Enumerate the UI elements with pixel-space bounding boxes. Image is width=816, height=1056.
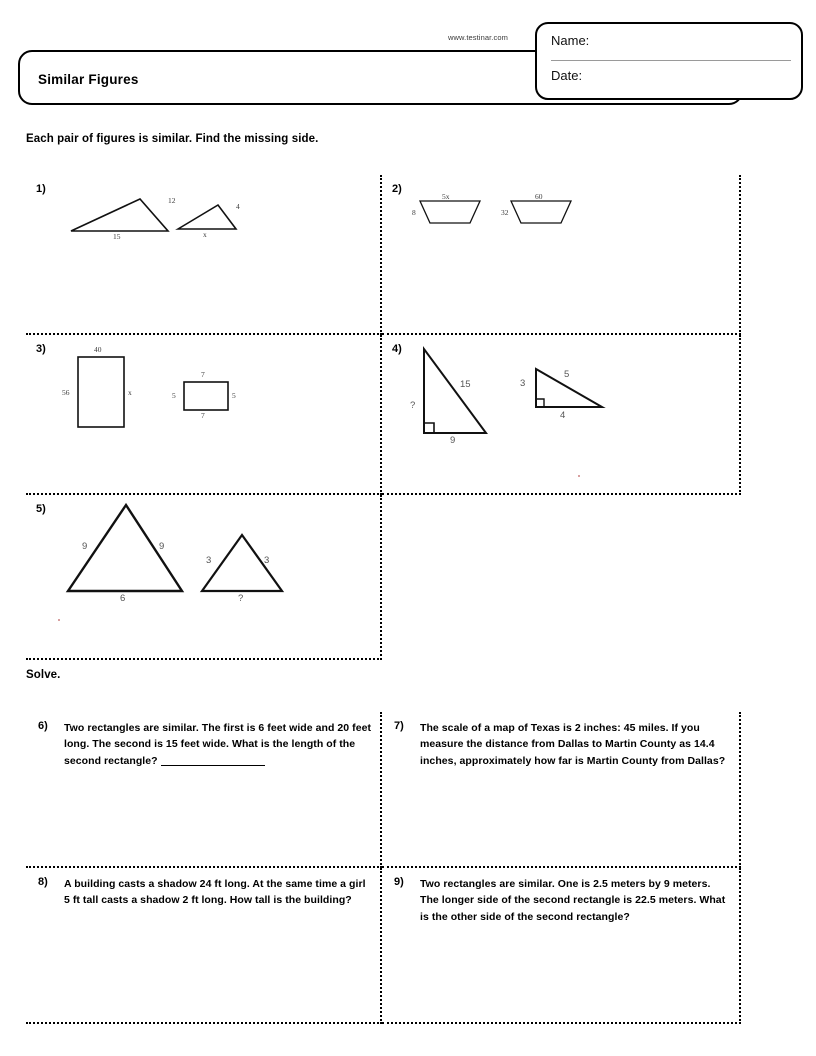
problem-cell-4 bbox=[382, 335, 741, 495]
problem-number-5: 5) bbox=[36, 503, 46, 515]
problem-cell-3 bbox=[26, 335, 382, 495]
problem-number-8: 8) bbox=[38, 876, 48, 888]
problem-cell-6 bbox=[26, 712, 382, 868]
problem-number-9: 9) bbox=[394, 876, 404, 888]
problem-cell-9 bbox=[382, 868, 741, 1024]
figure-3-right-rectangle bbox=[172, 370, 240, 420]
word-problems-grid bbox=[26, 712, 741, 1024]
problem-number-4: 4) bbox=[392, 343, 402, 355]
figure-3-right-left-label: 5 bbox=[172, 391, 176, 400]
figure-5-right-triangle bbox=[198, 531, 298, 604]
figure-5-right-leftside-label: 3 bbox=[206, 555, 212, 566]
figure-3-left-top-label: 40 bbox=[94, 345, 102, 354]
figure-5-left-rightside-label: 9 bbox=[159, 541, 165, 552]
figure-3-right-right-label: 5 bbox=[232, 391, 236, 400]
figure-2-left-top-label: 5x bbox=[442, 192, 450, 201]
figure-2-right-top-label: 60 bbox=[535, 192, 543, 201]
problem-text-7: The scale of a map of Texas is 2 inches: 45 miles. If you measure the distance from Dallas to Martin County as 14.4 inches, approximately how far is Martin County from Dallas? bbox=[420, 722, 726, 767]
problem-number-7: 7) bbox=[394, 720, 404, 732]
problem-number-6: 6) bbox=[38, 720, 48, 732]
page-title: Similar Figures bbox=[38, 72, 139, 87]
figure-4-left-vertical-label: ? bbox=[410, 400, 416, 411]
answer-blank-6[interactable] bbox=[161, 765, 265, 766]
figure-5-left-leftside-label: 9 bbox=[82, 541, 88, 552]
figure-1-left-side-label: 12 bbox=[168, 196, 176, 205]
figure-4-left-right-triangle bbox=[410, 345, 528, 446]
problem-number-3: 3) bbox=[36, 343, 46, 355]
name-label: Name: bbox=[551, 33, 590, 48]
name-date-box bbox=[535, 22, 803, 100]
figure-5-left-triangle bbox=[64, 501, 194, 604]
figure-4-right-vertical-label: 3 bbox=[520, 378, 526, 389]
stray-mark bbox=[578, 475, 580, 477]
stray-mark bbox=[58, 619, 60, 621]
figure-2-right-trapezoid bbox=[501, 192, 587, 231]
figure-problems-grid bbox=[26, 175, 741, 660]
problem-text-8: A building casts a shadow 24 ft long. At the same time a girl 5 ft tall casts a shadow 2 ft long. How tall is the building? bbox=[64, 878, 366, 907]
figure-1-right-base-label: x bbox=[203, 230, 207, 239]
problem-text-9: Two rectangles are similar. One is 2.5 meters by 9 meters. The longer side of the second rectangle is 22.5 meters. What is the other side of the second rectangle? bbox=[420, 878, 726, 923]
figure-3-right-top-label: 7 bbox=[201, 370, 205, 379]
problem-number-1: 1) bbox=[36, 183, 46, 195]
date-label: Date: bbox=[551, 68, 583, 83]
problem-cell-7 bbox=[382, 712, 741, 868]
figure-3-left-side-label: 56 bbox=[62, 388, 70, 397]
figure-2-left-trapezoid bbox=[412, 192, 496, 231]
problem-cell-5 bbox=[26, 495, 382, 660]
figure-5-right-rightside-label: 3 bbox=[264, 555, 270, 566]
instruction-figures: Each pair of figures is similar. Find the missing side. bbox=[26, 133, 319, 145]
problem-cell-8 bbox=[26, 868, 382, 1024]
problem-cell-2 bbox=[382, 175, 741, 335]
worksheet-header bbox=[0, 0, 816, 120]
instruction-solve: Solve. bbox=[26, 669, 61, 681]
figure-5-left-base-label: 6 bbox=[120, 593, 126, 604]
figure-1-left-triangle bbox=[68, 193, 193, 241]
figure-3-right-bottom-label: 7 bbox=[201, 411, 205, 420]
figure-4-left-hypotenuse-label: 15 bbox=[460, 379, 471, 390]
figure-1-left-base-label: 15 bbox=[113, 232, 121, 241]
figure-1-right-triangle bbox=[176, 199, 266, 239]
site-url-label: www.testinar.com bbox=[448, 33, 508, 42]
figure-4-right-hypotenuse-label: 5 bbox=[564, 369, 570, 380]
problem-number-2: 2) bbox=[392, 183, 402, 195]
figure-4-right-right-triangle bbox=[520, 365, 642, 425]
figure-2-left-side-label: 8 bbox=[412, 208, 416, 217]
figure-1-right-side-label: 4 bbox=[236, 202, 240, 211]
figure-4-right-base-label: 4 bbox=[560, 410, 566, 421]
figure-2-right-side-label: 32 bbox=[501, 208, 509, 217]
figure-3-left-rectangle bbox=[62, 345, 138, 433]
name-write-line[interactable] bbox=[551, 60, 791, 61]
problem-cell-1 bbox=[26, 175, 382, 335]
problem-6-body: Two rectangles are similar. The first is 6 feet wide and 20 feet long. The second is 15 feet wide. What is the length of the second rectangle? bbox=[64, 722, 372, 767]
figure-5-right-base-label: ? bbox=[238, 593, 244, 604]
figure-4-left-base-label: 9 bbox=[450, 435, 456, 446]
figure-3-left-right-label: x bbox=[128, 388, 132, 397]
problem-text-6 bbox=[64, 720, 374, 769]
